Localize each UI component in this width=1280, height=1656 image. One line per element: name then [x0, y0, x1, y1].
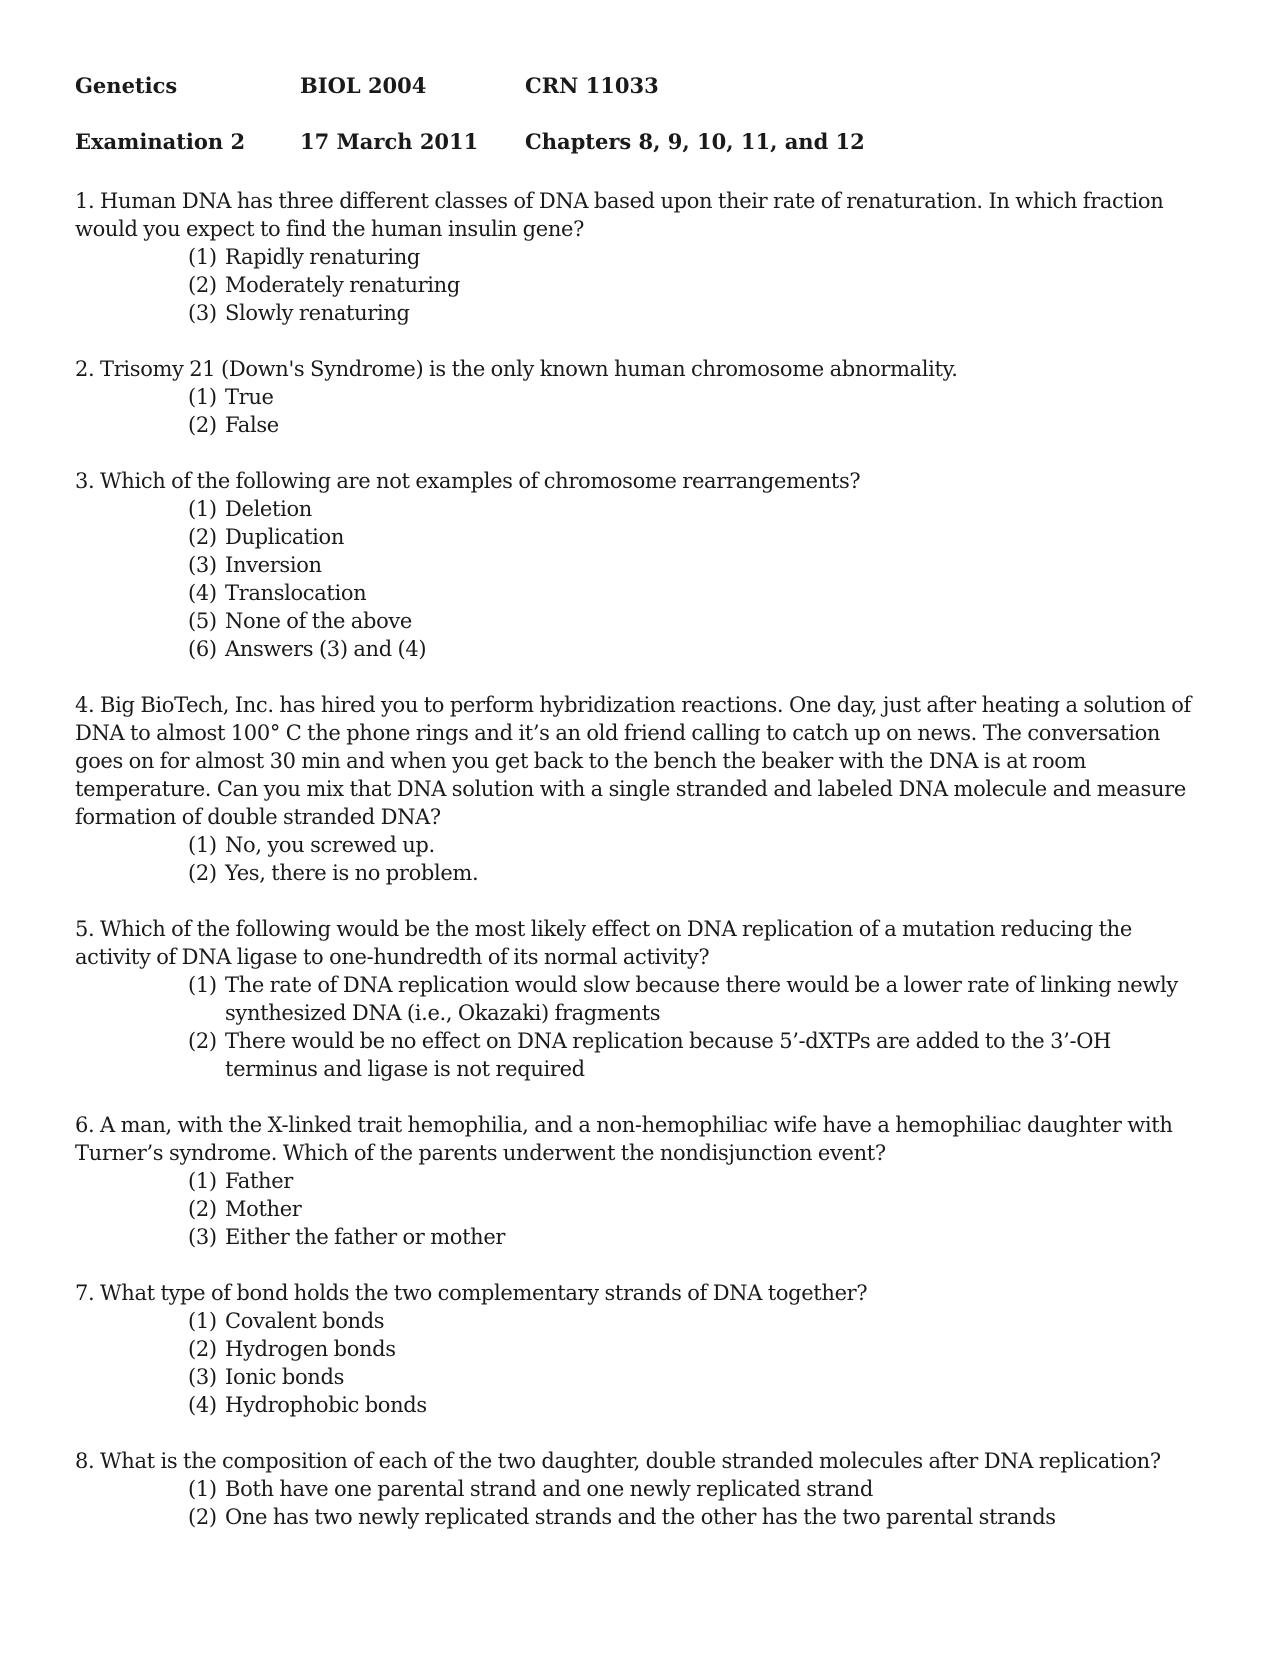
- answer-option: [188, 299, 1205, 327]
- option-text: Hydrophobic bonds: [225, 1393, 427, 1417]
- option-text: Answers (3) and (4): [225, 637, 427, 661]
- option-text: Covalent bonds: [225, 1309, 385, 1333]
- answer-option: [188, 1363, 1205, 1391]
- option-text: True: [225, 385, 274, 409]
- option-text: Mother: [225, 1197, 302, 1221]
- option-text: False: [225, 413, 279, 437]
- option-number: (2): [188, 525, 217, 549]
- option-text: None of the above: [225, 609, 412, 633]
- option-text: Deletion: [225, 497, 312, 521]
- option-number: (5): [188, 609, 217, 633]
- question-8: [75, 1447, 1205, 1531]
- option-number: (2): [188, 1505, 217, 1529]
- question-text: 2. Trisomy 21 (Down's Syndrome) is the only known human chromosome abnormality.: [75, 357, 958, 381]
- answer-options: [75, 495, 1205, 663]
- answer-option: [188, 1335, 1205, 1363]
- option-text: Hydrogen bonds: [225, 1337, 396, 1361]
- answer-option: [188, 495, 1205, 523]
- question-text: 8. What is the composition of each of the two daughter, double stranded molecules after DNA replication?: [75, 1449, 1161, 1473]
- option-number: (3): [188, 301, 217, 325]
- option-text: Yes, there is no problem.: [225, 861, 479, 885]
- question-6: [75, 1111, 1205, 1251]
- answer-option: [188, 971, 1205, 1027]
- question-text: 6. A man, with the X-linked trait hemophilia, and a non-hemophiliac wife have a hemophiliac daughter with Turner’s syndrome. Which of the parents underwent the nondisjunction event?: [75, 1113, 1173, 1165]
- option-number: (1): [188, 833, 217, 857]
- option-number: (2): [188, 1029, 217, 1053]
- option-number: (1): [188, 497, 217, 521]
- answer-option: [188, 1027, 1205, 1083]
- answer-option: [188, 523, 1205, 551]
- answer-options: [75, 243, 1205, 327]
- option-number: (1): [188, 245, 217, 269]
- question-2: [75, 355, 1205, 439]
- option-number: (2): [188, 1197, 217, 1221]
- option-number: (2): [188, 1337, 217, 1361]
- answer-option: [188, 1195, 1205, 1223]
- answer-option: [188, 243, 1205, 271]
- option-text: The rate of DNA replication would slow because there would be a lower rate of linking newly synthesized DNA (i.e., Okazaki) fragments: [225, 973, 1178, 1025]
- option-number: (3): [188, 1225, 217, 1249]
- option-number: (3): [188, 1365, 217, 1389]
- answer-options: [75, 1475, 1205, 1531]
- course-code: BIOL 2004: [300, 73, 427, 98]
- option-number: (4): [188, 581, 217, 605]
- answer-option: [188, 859, 1205, 887]
- option-number: (1): [188, 385, 217, 409]
- answer-option: [188, 271, 1205, 299]
- option-text: Duplication: [225, 525, 344, 549]
- option-text: Ionic bonds: [225, 1365, 344, 1389]
- option-text: Moderately renaturing: [225, 273, 460, 297]
- answer-options: [75, 831, 1205, 887]
- option-number: (1): [188, 1477, 217, 1501]
- answer-option: [188, 607, 1205, 635]
- answer-option: [188, 1391, 1205, 1419]
- question-text: 5. Which of the following would be the most likely effect on DNA replication of a mutation reducing the activity of DNA ligase to one-hundredth of its normal activity?: [75, 917, 1132, 969]
- answer-options: [75, 383, 1205, 439]
- answer-option: [188, 635, 1205, 663]
- answer-options: [75, 1307, 1205, 1419]
- option-number: (1): [188, 973, 217, 997]
- answer-option: [188, 1475, 1205, 1503]
- option-text: Slowly renaturing: [225, 301, 410, 325]
- option-text: No, you screwed up.: [225, 833, 435, 857]
- answer-option: [188, 579, 1205, 607]
- option-number: (2): [188, 413, 217, 437]
- answer-option: [188, 411, 1205, 439]
- question-text: 1. Human DNA has three different classes of DNA based upon their rate of renaturation. In which fraction would you expect to find the human insulin gene?: [75, 189, 1164, 241]
- question-4: [75, 691, 1205, 887]
- option-number: (4): [188, 1393, 217, 1417]
- question-3: [75, 467, 1205, 663]
- question-1: [75, 187, 1205, 327]
- question-text: 3. Which of the following are not examples of chromosome rearrangements?: [75, 469, 861, 493]
- answer-options: [75, 1167, 1205, 1251]
- option-text: There would be no effect on DNA replication because 5’-dXTPs are added to the 3’-OH terminus and ligase is not required: [225, 1029, 1112, 1081]
- exam-date: 17 March 2011: [300, 129, 479, 154]
- question-7: [75, 1279, 1205, 1419]
- option-number: (1): [188, 1309, 217, 1333]
- answer-option: [188, 383, 1205, 411]
- question-5: [75, 915, 1205, 1083]
- option-text: Either the father or mother: [225, 1225, 506, 1249]
- option-number: (2): [188, 273, 217, 297]
- exam-title: Examination 2: [75, 129, 246, 154]
- option-text: One has two newly replicated strands and the other has the two parental strands: [225, 1505, 1056, 1529]
- answer-option: [188, 1223, 1205, 1251]
- option-text: Translocation: [225, 581, 367, 605]
- option-text: Rapidly renaturing: [225, 245, 420, 269]
- option-number: (2): [188, 861, 217, 885]
- question-text: 4. Big BioTech, Inc. has hired you to perform hybridization reactions. One day, just after heating a solution of DNA to almost 100° C the phone rings and it’s an old friend calling to catch up on news. The conversation goes on for almost 30 min and when you get back to the bench the beaker with the DNA is at room temperature. Can you mix that DNA solution with a single stranded and labeled DNA molecule and measure formation of double stranded DNA?: [75, 693, 1191, 829]
- course-crn: CRN 11033: [525, 73, 659, 98]
- answer-option: [188, 831, 1205, 859]
- answer-option: [188, 1307, 1205, 1335]
- question-text: 7. What type of bond holds the two complementary strands of DNA together?: [75, 1281, 868, 1305]
- option-text: Father: [225, 1169, 293, 1193]
- course-name: Genetics: [75, 73, 178, 98]
- option-number: (6): [188, 637, 217, 661]
- answer-option: [188, 1503, 1205, 1531]
- option-text: Inversion: [225, 553, 322, 577]
- question-list: [75, 187, 1205, 1559]
- option-number: (3): [188, 553, 217, 577]
- exam-chapters: Chapters 8, 9, 10, 11, and 12: [525, 129, 865, 154]
- option-number: (1): [188, 1169, 217, 1193]
- answer-option: [188, 551, 1205, 579]
- answer-options: [75, 971, 1205, 1083]
- answer-option: [188, 1167, 1205, 1195]
- option-text: Both have one parental strand and one newly replicated strand: [225, 1477, 873, 1501]
